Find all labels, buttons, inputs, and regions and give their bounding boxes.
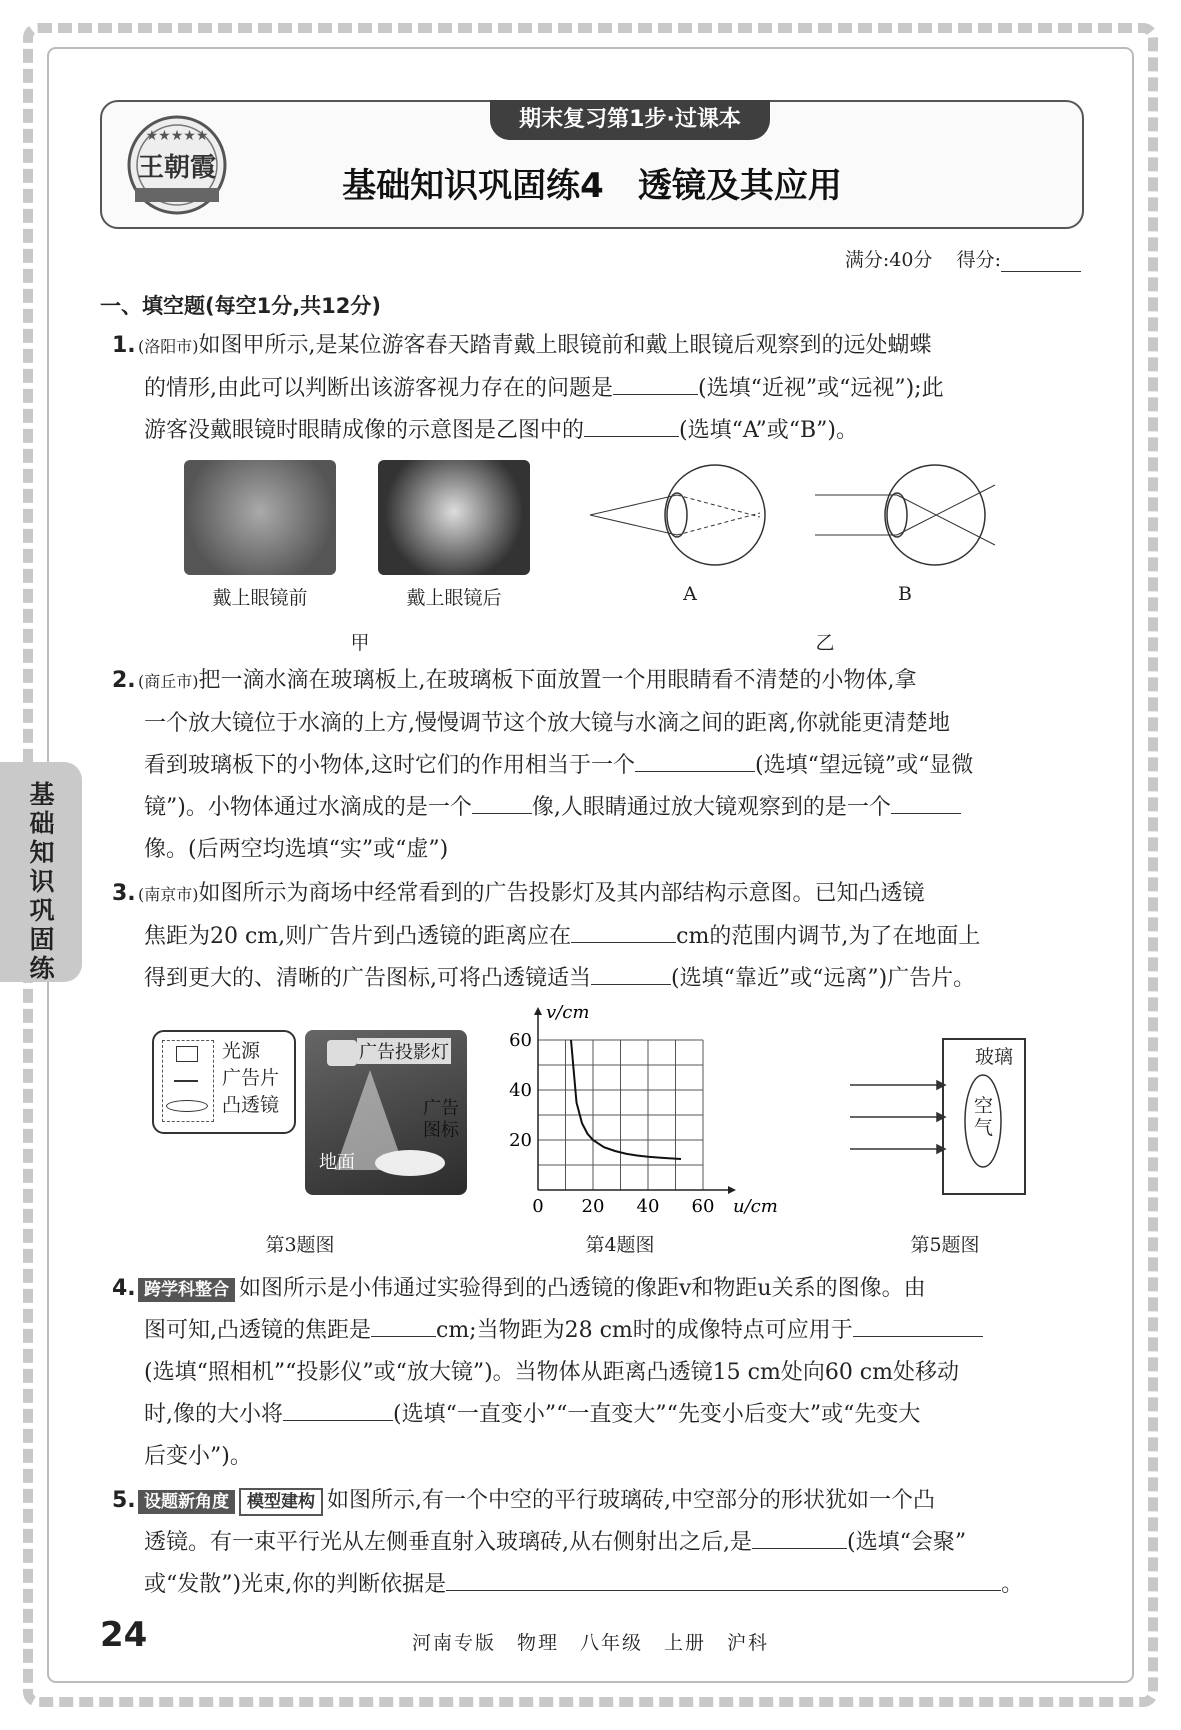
q2-blank-1[interactable] <box>635 747 755 772</box>
q4-line5: 后变小”)。 <box>144 1444 252 1469</box>
q1-line2b: (选填“近视”或“远视”);此 <box>698 376 944 401</box>
q4-line4a: 时,像的大小将 <box>144 1402 283 1427</box>
y-tick-label: 40 <box>509 1080 532 1101</box>
q2-line4b: 像,人眼睛通过放大镜观察到的是一个 <box>531 795 891 820</box>
caption-yi: 乙 <box>815 632 835 654</box>
page-title: 基础知识巩固练4 透镜及其应用 <box>342 166 842 206</box>
y-tick-label: 20 <box>509 1130 532 1151</box>
x-axis-arrow <box>728 1186 736 1194</box>
caption-a: A <box>683 583 697 605</box>
caption-b: B <box>898 583 912 605</box>
got-score-label: 得分: <box>956 249 1001 271</box>
q3-line3a: 得到更大的、清晰的广告图标,可将凸透镜适当 <box>144 966 591 991</box>
question-2 <box>112 660 1082 871</box>
q5-line3a: 或“发散”)光束,你的判断依据是 <box>144 1572 447 1597</box>
q4-tag: 跨学科整合 <box>138 1278 235 1302</box>
caption-fig5: 第5题图 <box>910 1234 980 1256</box>
q5-line3b: 。 <box>1001 1572 1024 1597</box>
q1-line2a: 的情形,由此可以判断出该游客视力存在的问题是 <box>144 376 613 401</box>
q4-blank-3[interactable] <box>283 1396 393 1421</box>
caption-fig4: 第4题图 <box>585 1234 655 1256</box>
q4-line3: (选填“照相机”“投影仪”或“放大镜”)。当物体从距离凸透镜15 cm处向60 cm处移动 <box>144 1360 959 1385</box>
q5-line2a: 透镜。有一束平行光从左侧垂直射入玻璃砖,从右侧射出之后,是 <box>144 1530 752 1555</box>
q4-blank-1[interactable] <box>371 1312 436 1337</box>
q4-line2a: 图可知,凸透镜的焦距是 <box>144 1318 371 1343</box>
q1-line3b: (选填“A”或“B”)。 <box>679 418 858 443</box>
q1-city: (洛阳市) <box>138 337 199 356</box>
side-tab <box>0 762 82 982</box>
section-heading: 一、填空题(每空1分,共12分) <box>100 294 382 318</box>
q2-line5: 像。(后两空均选填“实”或“虚”) <box>144 837 449 862</box>
label-ground: 地面 <box>319 1152 355 1173</box>
label-glass: 玻璃 <box>975 1046 1014 1068</box>
question-1 <box>112 325 1082 452</box>
q2-blank-3[interactable] <box>891 789 961 814</box>
label-projector-lamp: 广告投影灯 <box>357 1038 451 1064</box>
butterfly-photo-after <box>378 460 530 575</box>
q2-line1: 把一滴水滴在玻璃板上,在玻璃板下面放置一个用眼睛看不清楚的小物体,拿 <box>198 668 917 693</box>
q2-line2: 一个放大镜位于水滴的上方,慢慢调节这个放大镜与水滴之间的距离,你就能更清楚地 <box>144 711 950 736</box>
q5-blank-2[interactable] <box>446 1566 1001 1591</box>
projector-structure <box>152 1030 296 1134</box>
label-light-source: 光源 <box>222 1040 261 1062</box>
page-number: 24 <box>100 1615 148 1655</box>
q2-line3b: (选填“望远镜”或“显微 <box>755 753 974 778</box>
q2-line3a: 看到玻璃板下的小物体,这时它们的作用相当于一个 <box>144 753 635 778</box>
eye-diagrams <box>585 455 1005 585</box>
score-line <box>845 245 1081 272</box>
q2-blank-2[interactable] <box>472 789 532 814</box>
q1-line3a: 游客没戴眼镜时眼睛成像的示意图是乙图中的 <box>144 418 585 443</box>
page-header <box>100 100 1084 229</box>
q3-blank-1[interactable] <box>571 918 676 943</box>
step-tab: 期末复习第1步·过课本 <box>490 100 770 140</box>
y-axis-arrow <box>534 1007 542 1015</box>
q4-line1: 如图所示是小伟通过实验得到的凸透镜的像距v和物距u关系的图像。由 <box>239 1276 926 1301</box>
full-score: 满分:40分 <box>844 249 933 271</box>
question-5 <box>112 1480 1082 1606</box>
label-convex-lens: 凸透镜 <box>222 1094 280 1116</box>
q2-city: (商丘市) <box>138 672 199 691</box>
q5-line1: 如图所示,有一个中空的平行玻璃砖,中空部分的形状犹如一个凸 <box>327 1488 935 1513</box>
q4-number: 4. <box>112 1276 136 1301</box>
x-axis-label: u/cm <box>733 1196 778 1217</box>
x-tick-label: 0 <box>532 1196 544 1217</box>
q5-tag-1: 设题新角度 <box>138 1490 235 1514</box>
q5-number: 5. <box>112 1488 136 1513</box>
label-ad-icon: 广告图标 <box>423 1098 459 1141</box>
q2-line4a: 镜”)。小物体通过水滴成的是一个 <box>144 795 472 820</box>
eye-diagram-b <box>815 465 995 565</box>
q3-city: (南京市) <box>138 885 199 904</box>
x-tick-label: 40 <box>636 1196 660 1217</box>
label-film: 广告片 <box>222 1067 280 1089</box>
caption-after: 戴上眼镜后 <box>406 587 502 609</box>
q3-line1: 如图所示为商场中经常看到的广告投影灯及其内部结构示意图。已知凸透镜 <box>198 881 925 906</box>
q4-blank-2[interactable] <box>853 1312 983 1337</box>
q4-line2b: cm;当物距为28 cm时的成像特点可应用于 <box>436 1318 853 1343</box>
caption-jia: 甲 <box>350 632 370 654</box>
q3-line3b: (选填“靠近”或“远离”)广告片。 <box>671 966 976 991</box>
x-tick-label: 20 <box>581 1196 605 1217</box>
x-tick-label: 60 <box>691 1196 715 1217</box>
question-3 <box>112 873 1082 1000</box>
q5-blank-1[interactable] <box>752 1524 847 1549</box>
y-axis-label: v/cm <box>546 1005 590 1023</box>
label-air: 空气 <box>974 1095 994 1139</box>
side-tab-label: 基础知识巩固练 <box>29 780 55 983</box>
q2-number: 2. <box>112 668 136 693</box>
butterfly-photo-before <box>184 460 336 575</box>
question-4 <box>112 1268 1082 1478</box>
score-blank[interactable] <box>1001 253 1081 272</box>
q5-tag-2: 模型建构 <box>239 1488 323 1516</box>
q1-number: 1. <box>112 333 136 358</box>
q3-line2a: 焦距为20 cm,则广告片到凸透镜的距离应在 <box>144 924 572 949</box>
data-curve <box>571 1040 681 1159</box>
q1-line1: 如图甲所示,是某位游客春天踏青戴上眼镜前和戴上眼镜后观察到的远处蝴蝶 <box>198 333 932 358</box>
q1-blank-2[interactable] <box>584 412 679 437</box>
caption-fig3: 第3题图 <box>265 1234 335 1256</box>
q3-number: 3. <box>112 881 136 906</box>
svg-text:★★★★★: ★★★★★ <box>145 128 209 144</box>
q1-blank-1[interactable] <box>613 370 698 395</box>
q3-line2b: cm的范围内调节,为了在地面上 <box>676 924 981 949</box>
v-u-chart <box>498 1005 778 1225</box>
q4-line4b: (选填“一直变小”“一直变大”“先变小后变大”或“先变大 <box>393 1402 921 1427</box>
q5-line2b: (选填“会聚” <box>847 1530 967 1555</box>
eye-diagram-a <box>590 465 765 565</box>
q3-blank-2[interactable] <box>591 960 671 985</box>
footer-text: 河南专版 物理 八年级 上册 沪科 <box>411 1632 769 1654</box>
svg-text:王朝霞: 王朝霞 <box>137 153 217 183</box>
y-tick-label: 60 <box>509 1030 532 1051</box>
projector-photo <box>305 1030 467 1195</box>
caption-before: 戴上眼镜前 <box>212 587 308 609</box>
